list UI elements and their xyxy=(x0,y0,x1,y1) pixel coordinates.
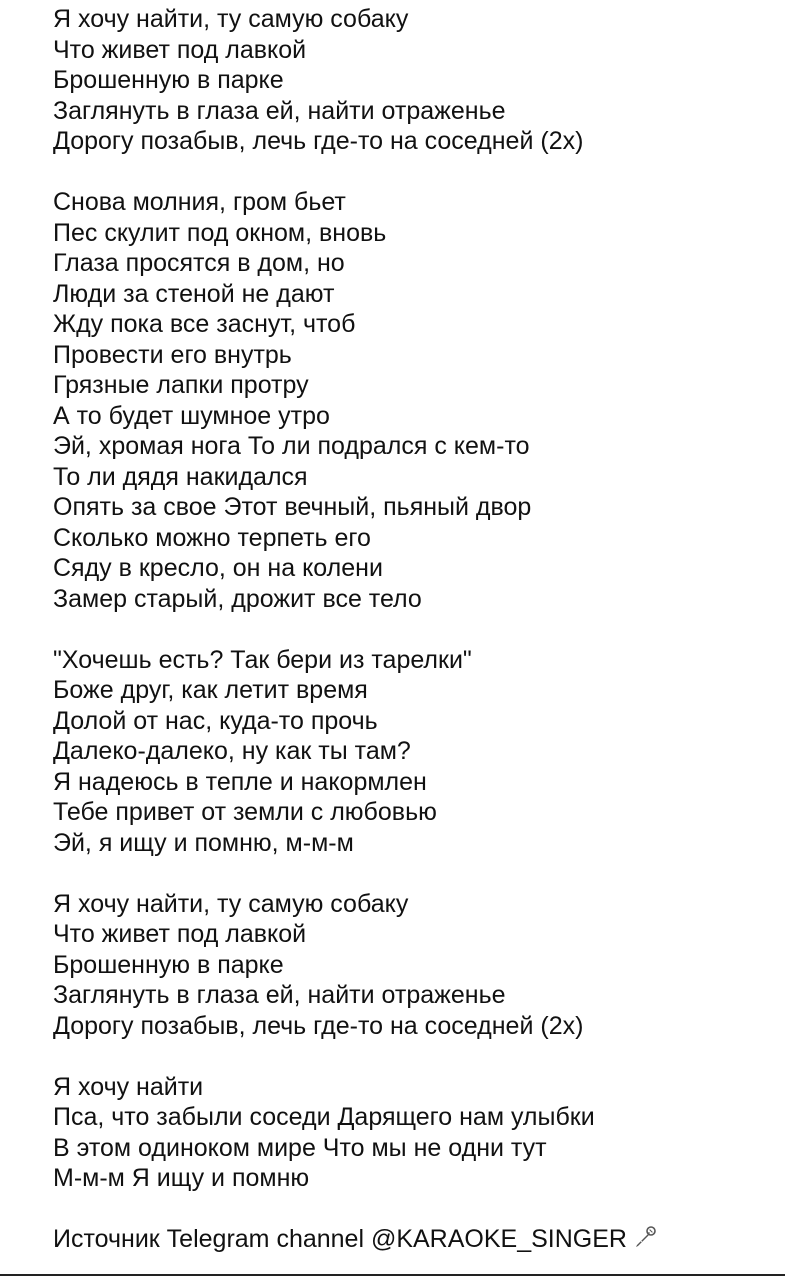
lyric-line: Заглянуть в глаза ей, найти отраженье xyxy=(53,981,506,1009)
lyric-line: "Хочешь есть? Так бери из тарелки" xyxy=(53,645,472,674)
lyric-line: Что живет под лавкой xyxy=(53,35,307,64)
stanza xyxy=(53,4,773,157)
lyric-line: Сколько можно терпеть его xyxy=(53,523,371,552)
stanza xyxy=(53,889,773,1042)
lyrics-body xyxy=(53,4,773,1224)
lyric-line: То ли дядя накидался xyxy=(53,462,308,491)
lyric-line: Боже друг, как летит время xyxy=(53,676,368,704)
lyric-line: Я надеюсь в тепле и накормлен xyxy=(53,767,427,796)
lyric-line: Замер старый, дрожит все тело xyxy=(53,584,422,613)
lyric-line: Эй, я ищу и помню, м-м-м xyxy=(53,828,354,857)
lyric-line: Брошенную в парке xyxy=(53,66,284,94)
lyric-line: Что живет под лавкой xyxy=(53,920,307,948)
lyric-line: Люди за стеной не дают xyxy=(53,279,335,308)
source-text: Источник Telegram channel @KARAOKE_SINGER xyxy=(53,1225,627,1253)
lyric-line: Провести его внутрь xyxy=(53,340,292,369)
lyric-line: Далеко-далеко, ну как ты там? xyxy=(53,737,411,765)
lyric-line: А то будет шумное утро xyxy=(53,401,330,430)
lyric-line: М-м-м Я ищу и помню xyxy=(53,1164,310,1192)
lyric-line: Эй, хромая нога То ли подрался с кем-то xyxy=(53,432,530,460)
bottom-divider xyxy=(0,1274,785,1276)
lyric-line: Тебе привет от земли с любовью xyxy=(53,798,437,826)
stanza xyxy=(53,187,773,614)
lyric-line: Заглянуть в глаза ей, найти отраженье xyxy=(53,96,506,125)
lyric-line: Сяду в кресло, он на колени xyxy=(53,554,383,582)
lyric-line: Дорогу позабыв, лечь где-то на соседней (2x) xyxy=(53,1011,584,1040)
stanza xyxy=(53,645,773,859)
microphone-icon xyxy=(633,1225,657,1249)
stanza xyxy=(53,1072,773,1194)
source-credit xyxy=(53,1224,657,1255)
lyric-line: Грязные лапки протру xyxy=(53,371,309,399)
lyric-line: Жду пока все заснут, чтоб xyxy=(53,310,356,338)
lyric-line: Я хочу найти, ту самую собаку xyxy=(53,889,409,918)
lyric-line: Глаза просятся в дом, но xyxy=(53,249,345,277)
lyric-line: Долой от нас, куда-то прочь xyxy=(53,706,378,735)
lyric-line: Брошенную в парке xyxy=(53,950,284,979)
lyric-line: Я хочу найти xyxy=(53,1072,204,1101)
lyric-line: Пес скулит под окном, вновь xyxy=(53,218,387,247)
lyric-line: В этом одиноком мире Что мы не одни тут xyxy=(53,1133,547,1162)
lyric-line: Опять за свое Этот вечный, пьяный двор xyxy=(53,493,532,521)
lyric-line: Снова молния, гром бьет xyxy=(53,188,346,216)
lyric-line: Пса, что забыли соседи Дарящего нам улыбки xyxy=(53,1103,595,1131)
lyric-line: Я хочу найти, ту самую собаку xyxy=(53,5,409,33)
lyric-line: Дорогу позабыв, лечь где-то на соседней (2x) xyxy=(53,127,584,155)
